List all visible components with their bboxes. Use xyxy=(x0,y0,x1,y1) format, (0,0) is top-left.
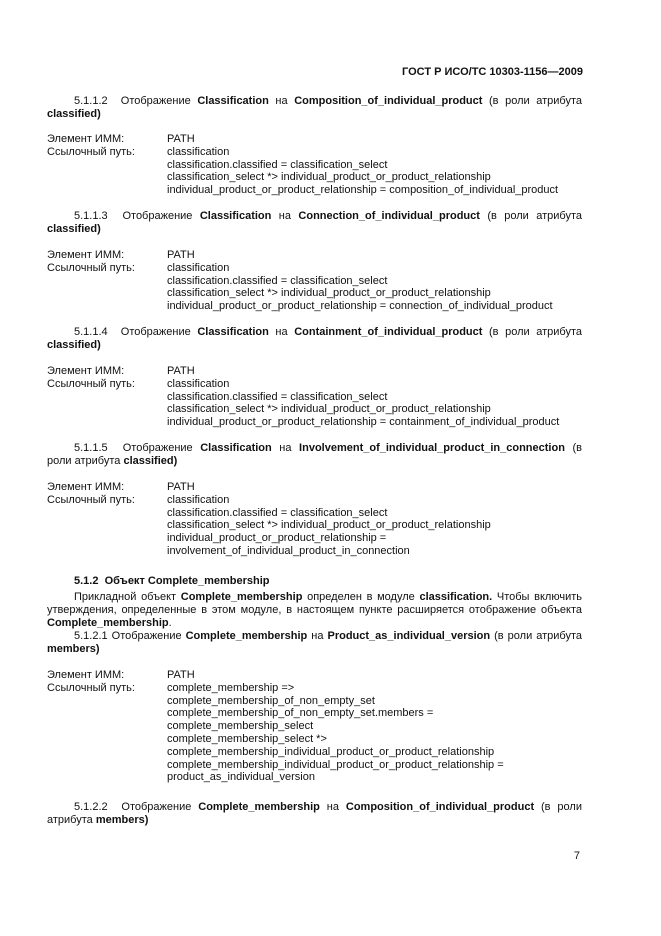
section-5-1-2-title: 5.1.2 Объект Complete_membership xyxy=(74,575,270,587)
mapping-block-5: Элемент ИММ: PATH Ссылочный путь: complete_membership => complete_membership_of_non_empty_set complete_membership_of_non_empty_set.members = complete_membership_select complete_membership_select *> complete_membership_individual_product_or_product_relationship complete_membership_individual_product_or_product_relationship = product_as_individual_version xyxy=(47,669,504,784)
clause-5-1-2-1-heading: 5.1.2.1 Отображение Complete_membership на Product_as_individual_version (в роли атрибута members) xyxy=(47,630,582,655)
clause-5-1-1-3-heading: 5.1.1.3 Отображение Classification на Connection_of_individual_product (в роли атрибута classified) xyxy=(47,210,582,235)
page-number: 7 xyxy=(573,850,580,862)
section-5-1-2-intro: Прикладной объект Complete_membership определен в модуле classification. Чтобы включить утверждения, определенные в этом модуле, в настоящем пункте расширяется отображение объекта Complete_membership. xyxy=(47,591,582,629)
document-header: ГОСТ Р ИСО/ТС 10303-1156—2009 xyxy=(402,66,583,78)
clause-5-1-1-5-heading: 5.1.1.5 Отображение Classification на Involvement_of_individual_product_in_connection (в роли атрибута classified) xyxy=(47,442,582,467)
clause-5-1-2-2-heading: 5.1.2.2 Отображение Complete_membership на Composition_of_individual_product (в роли атрибута members) xyxy=(47,801,582,826)
mapping-block-1: Элемент ИММ: PATH Ссылочный путь: classification classification.classified = classification_select classification_select *> individual_product_or_product_relationship individual_product_or_product_relationship = composition_of_individual_product xyxy=(47,133,559,197)
clause-5-1-1-4-heading: 5.1.1.4 Отображение Classification на Containment_of_individual_product (в роли атрибута classified) xyxy=(47,326,582,351)
clause-5-1-1-2-heading: 5.1.1.2 Отображение Classification на Composition_of_individual_product (в роли атрибута classified) xyxy=(47,95,582,120)
mapping-block-3: Элемент ИММ: PATH Ссылочный путь: classification classification.classified = classification_select classification_select *> individual_product_or_product_relationship individual_product_or_product_relationship = containment_of_individual_product xyxy=(47,365,560,429)
mapping-block-4: Элемент ИММ: PATH Ссылочный путь: classification classification.classified = classification_select classification_select *> individual_product_or_product_relationship individual_product_or_product_relationship = involvement_of_individual_product_in_connection xyxy=(47,481,491,557)
mapping-block-2: Элемент ИММ: PATH Ссылочный путь: classification classification.classified = classification_select classification_select *> individual_product_or_product_relationship individual_product_or_product_relationship = connection_of_individual_product xyxy=(47,249,553,313)
